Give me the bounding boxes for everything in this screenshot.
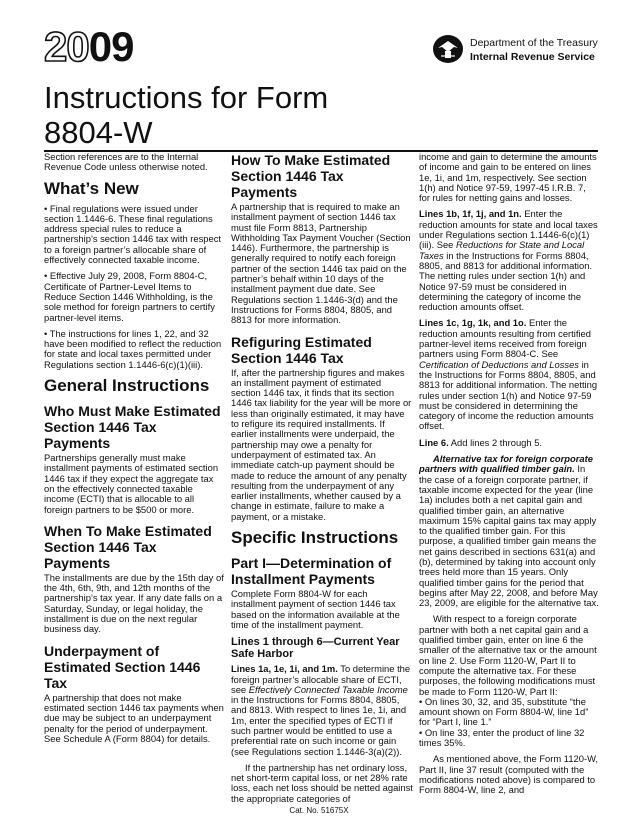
lines-1a-text-b: in the Instructions for Forms 8804, 8805, and 8813. With respect to lines 1e, 1i, and 1m, enter the specified types of ECTI if such partner would be entitled to use a preferential rate on such income or gain (see Regulations section 1.1446-3(a)(2)). [231, 694, 407, 757]
lines-1a-runin: Lines 1a, 1e, 1i, and 1m. [231, 663, 338, 675]
irs-eagle-logo-icon [432, 34, 464, 64]
lines-1c-text-a: Enter the reduction amounts resulting from certified partner-level items received from foreign partners using Form 8804-C. See [419, 317, 591, 360]
agency-irs [470, 50, 598, 64]
lines-1b-paragraph [419, 209, 599, 312]
who-must-text: Partnerships generally must make installment payments of estimated section 1446 tax if they expect the aggregate tax on the effectively connected taxable income (ECTI) that is allocable to all foreign partners to be $500 or more. [44, 452, 219, 515]
underpayment-text: A partnership that does not make estimated section 1446 tax payments when due may be subject to an underpayment penalty for the period of underpayment. See Schedule A (Form 8804) for details. [44, 691, 224, 744]
lines-1c-emphasis: Certification of Deductions and Losses [419, 358, 579, 370]
net-loss-text: If the partnership has net ordinary loss, net short-term capital loss, or net 28% rate loss, each net loss should be netted against the appropriate categories of [231, 761, 413, 804]
alt-tax-paragraph [419, 454, 599, 608]
specific-instructions-heading: Specific Instructions [231, 528, 399, 548]
lines-1a-paragraph [231, 664, 413, 757]
line-6-text: Add lines 2 through 5. [450, 436, 543, 448]
lines-1c-runin: Lines 1c, 1g, 1k, and 1o. [419, 317, 527, 329]
form-title [44, 80, 328, 150]
general-instructions-heading: General Instructions [44, 376, 210, 396]
who-must-heading: Who Must Make Estimated Section 1446 Tax Payments [44, 403, 221, 452]
refiguring-text: If, after the partnership figures and makes an installment payment of estimated section 1446 tax, it finds that its section 1446 tax liability for the year will be more or less than originally estimated, it may have to refigure its required installments. If earlier installments were underpaid, the partnership may owe a penalty for underpayment of estimated tax. An immediate catch-up payment should be made to reduce the amount of any penalty resulting from the underpayment of any earlier installments, whether caused by a change in estimate, failure to make a payment, or a mistake. [231, 366, 412, 522]
line-6-paragraph [419, 438, 599, 448]
alt-tax-text: In the case of a foreign corporate partner, if taxable income expected for the year (line 1a) includes both a net capital gain and qualified timber gain, an alternative maximum 15% capital gains tax may apply to the qualified timber gain. For this purpose, a qualified timber gain means the net gains described in sections 631(a) and (b), determined by taking into account only trees held more than 15 years. Only qualified timber gains for the period that begins after May 22, 2008, and before May 23, 2009, are eligible for the alternative tax. [419, 463, 599, 609]
whats-new-heading: What’s New [44, 178, 139, 198]
refiguring-heading: Refiguring Estimated Section 1446 Tax [231, 333, 372, 366]
column-3 [419, 152, 599, 802]
intro-note: Section references are to the Internal Revenue Code unless otherwise noted. [44, 151, 208, 173]
agency-block [470, 36, 598, 64]
year-outline-digits: 20 [44, 23, 89, 70]
lines-1a-emphasis: Effectively Connected Taxable Income [248, 683, 408, 695]
modification-item: • On lines 30, 32, and 35, substitute “the amount shown on Form 8804-W, line 1d” for “Part I, line 1.” [419, 697, 599, 728]
column-2 [231, 152, 413, 810]
lines-1c-text-b: in the Instructions for Forms 8804, 8805, and 8813 for additional information. The netting rules under section 1(h) and Notice 97-59 must be considered in determining the category of income the reduction amounts offset. [419, 358, 598, 432]
whats-new-item: • Final regulations were issued under section 1.1446-6. These final regulations address special rules to reduce a partnership’s section 1446 tax with respect to a foreign partner’s allocable share of effectively connected taxable income. [44, 204, 224, 266]
year-solid-digits: 09 [88, 23, 134, 70]
lines-1-6-heading: Lines 1 through 6—Current Year Safe Harbor [231, 636, 400, 661]
form-title-line2: 8804-W [44, 115, 153, 151]
agency-irs-text: Internal Revenue Service [470, 51, 595, 63]
column-1 [44, 152, 224, 750]
form-title-line1: Instructions for Form [44, 80, 329, 115]
lines-1b-text-a: Enter the reduction amounts for state and local taxes under Regulations section 1.1446-6(c)(1)(iii). See [419, 208, 598, 251]
whats-new-item: • Effective July 29, 2008, Form 8804-C, Certificate of Partner-Level Items to Reduce Section 1446 Withholding, is the sole method for foreign partners to certify partner-level items. [44, 271, 224, 322]
foreign-corp-paragraph: With respect to a foreign corporate partner with both a net capital gain and a qualified timber gain, enter on line 6 the smaller of the alternative tax or the amount on line 2. Use Form 1120-W, Part II to compute the alternative tax. For these purposes, the following modifications must be made to Form 1120-W, Part II: [419, 613, 597, 697]
when-to-text: The installments are due by the 15th day of the 4th, 6th, 9th, and 12th months of the partnership’s tax year. If any date falls on a Saturday, Sunday, or legal holiday, the installment is due on the next regular business day. [44, 571, 224, 635]
alt-tax-runin: Alternative tax for foreign corporate partners with qualified timber gain. [419, 453, 593, 475]
lines-1b-runin: Lines 1b, 1f, 1j, and 1n. [419, 208, 522, 220]
part1-text: Complete Form 8804-W for each installment payment of section 1446 tax based on the information available at the time of the installment payment. [231, 588, 400, 630]
netting-continuation: income and gain to determine the amounts of income and gain to be entered on lines 1e, 1i, and 1m, respectively. See section 1(h) and Notice 97-59, 1997-45 I.R.B. 7, for rules for netting gains and losses. [419, 151, 597, 204]
tax-year [44, 23, 134, 70]
modification-item: • On line 33, enter the product of line 32 times 35%. [419, 728, 599, 749]
agency-dept: Department of the Treasury [470, 37, 598, 49]
how-to-text: A partnership that is required to make an installment payment of section 1446 tax must file Form 8813, Partnership Withholding Tax Payment Voucher (Section 1446). Furthermore, the partnership is generally required to notify each foreign partner of the section 1446 tax paid on the partner’s behalf within 10 days of the installment payment due date. See Regulations section 1.1446-3(d) and the Instructions for Forms 8804, 8805, and 8813 for more information. [231, 201, 411, 326]
catalog-number: Cat. No. 51675X [289, 806, 349, 815]
how-to-heading: How To Make Estimated Section 1446 Tax Payments [231, 152, 391, 200]
underpayment-heading: Underpayment of Estimated Section 1446 Tax [44, 642, 201, 691]
line-6-runin: Line 6. [419, 436, 449, 448]
lines-1a-text-a: To determine the foreign partner’s allocable share of ECTI, see [231, 663, 411, 695]
mentioned-above-text: As mentioned above, the Form 1120-W, Part II, line 37 result (computed with the modifications noted above) is compared to Form 8804-W, line 2, and [419, 753, 599, 796]
lines-1b-emphasis: Reductions for State and Local Taxes [419, 239, 585, 261]
when-to-heading: When To Make Estimated Section 1446 Tax Payments [44, 522, 212, 571]
part1-heading: Part I—Determination of Installment Payments [231, 555, 392, 588]
lines-1b-text-b: in the Instructions for Forms 8804, 8805, and 8813 for additional information. The netting rules under section 1(h) and Notice 97-59 must be considered in determining the category of income the reduction amounts offset. [419, 249, 593, 313]
lines-1c-paragraph [419, 318, 599, 431]
whats-new-item: • The instructions for lines 1, 22, and 32 have been modified to reflect the reduction for state and local taxes permitted under Regulations section 1.1446-6(c)(1)(iii). [44, 329, 224, 370]
